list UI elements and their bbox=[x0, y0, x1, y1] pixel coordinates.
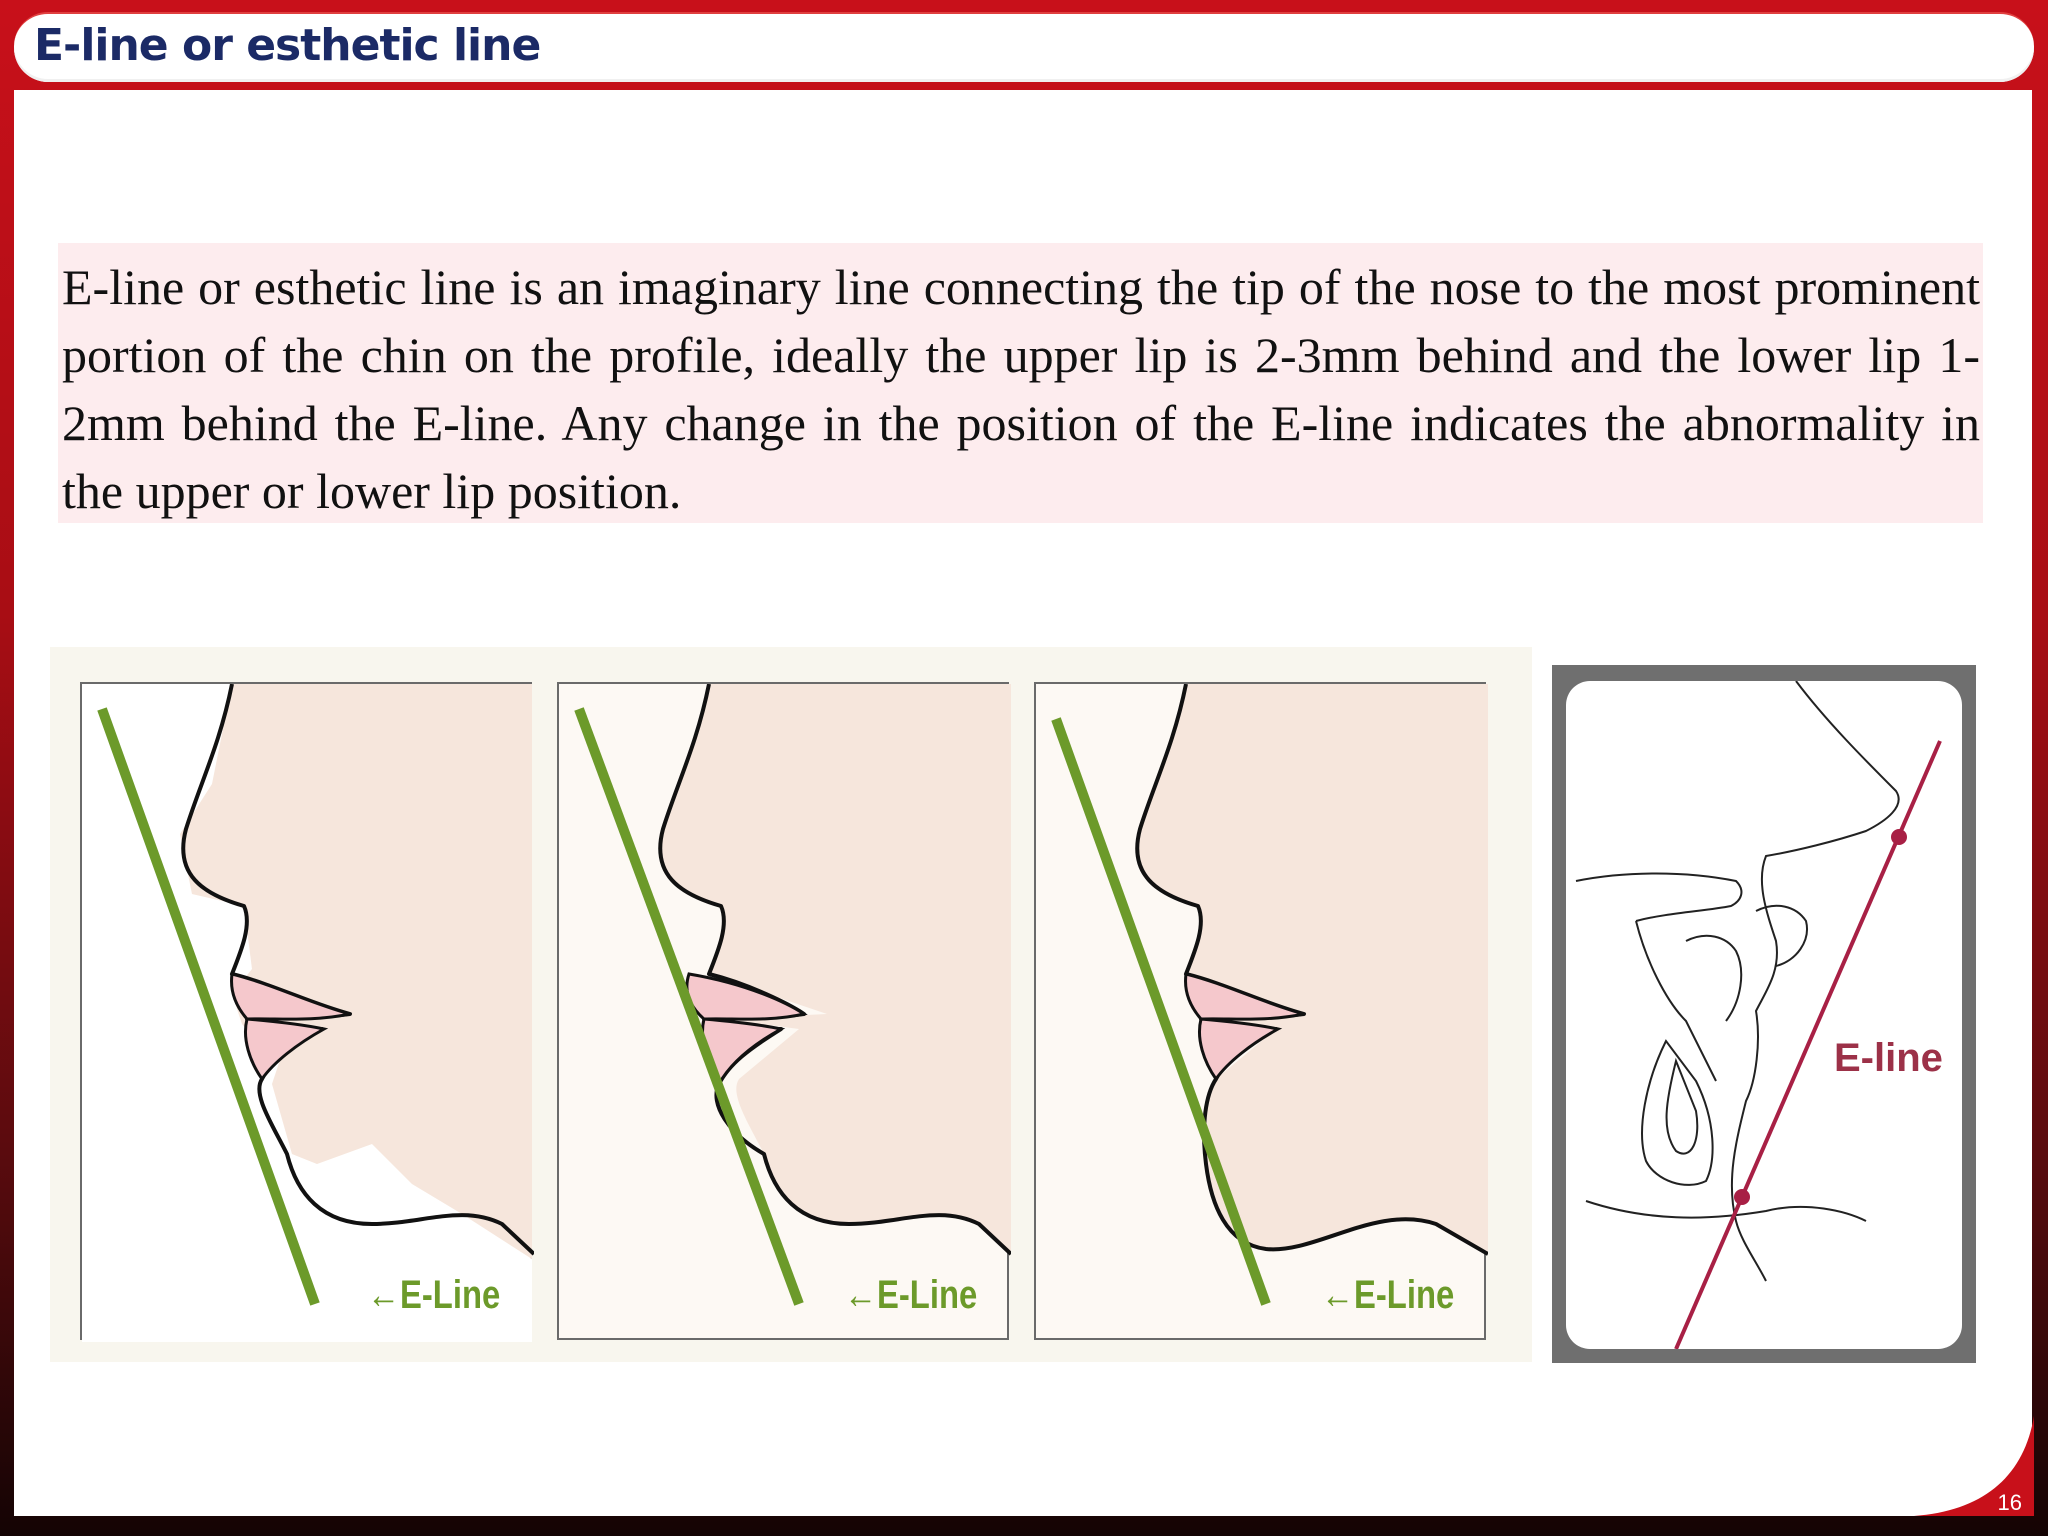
profile-comparison-figure bbox=[50, 647, 1532, 1362]
profile-drawing-2 bbox=[559, 684, 1011, 1342]
title-bar bbox=[14, 12, 2034, 82]
profile-drawing-3 bbox=[1036, 684, 1488, 1342]
eline-label-3: ←E-Line bbox=[1320, 1273, 1454, 1317]
profile-drawing-1 bbox=[82, 684, 534, 1342]
profile-panel-1 bbox=[80, 682, 532, 1340]
definition-box bbox=[58, 243, 1983, 523]
profile-panel-3 bbox=[1034, 682, 1486, 1340]
definition-paragraph: E-line or esthetic line is an imaginary line connecting the tip of the nose to the most prominent portion of the chin on the profile, ideally the upper lip is 2-3mm behind and the lower lip 1-2mm behind the E-line. Any change in the position of the E-line indicates the abnormality in the upper or lower lip position. bbox=[62, 259, 1980, 519]
ceph-tracing-drawing bbox=[1566, 681, 1962, 1349]
eline-label-1: ←E-Line bbox=[366, 1273, 500, 1317]
slide-title: E-line or esthetic line bbox=[34, 20, 541, 71]
cephalometric-tracing-figure bbox=[1552, 665, 1976, 1363]
eline-label-2: ←E-Line bbox=[843, 1273, 977, 1317]
profile-panel-2 bbox=[557, 682, 1009, 1340]
ceph-eline-label: E-line bbox=[1834, 1036, 1943, 1080]
ceph-tracing-canvas bbox=[1566, 681, 1962, 1349]
page-number: 16 bbox=[1997, 1490, 2022, 1515]
